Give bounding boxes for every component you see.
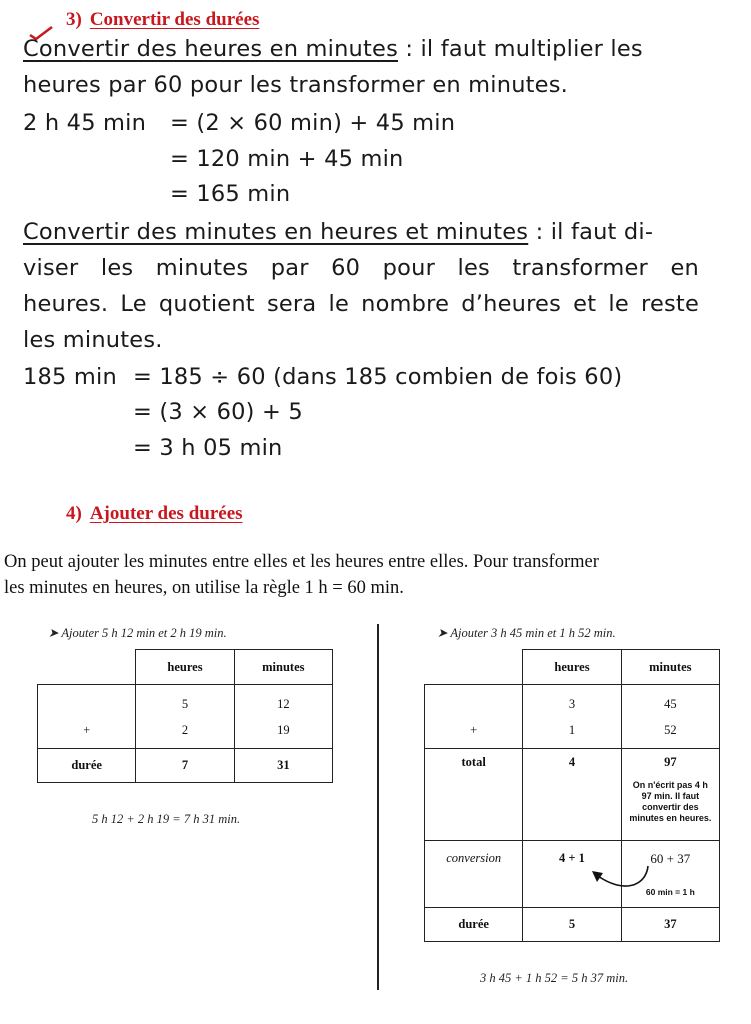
example-2-heading: ➤ Ajouter 3 h 45 min et 1 h 52 min. — [437, 626, 616, 640]
calc-2-step-1: = 185 ÷ 60 (dans 185 combien de fois 60) — [133, 364, 623, 390]
example-2-minutes-cell — [621, 685, 719, 749]
example-2-total-hours: 4 — [523, 749, 621, 841]
example-2-note-line-1: On n'écrit pas 4 h — [632, 780, 708, 790]
example-2-plus: + — [470, 722, 478, 737]
section-3-title — [66, 9, 259, 31]
example-2-blank-header — [425, 650, 523, 685]
example-2-total-minutes: 97 — [664, 755, 677, 769]
rule-1-lead: Convertir des heures en minutes — [23, 36, 398, 62]
example-2-minutes-b: 52 — [664, 722, 677, 737]
example-1-result-label: durée — [38, 749, 136, 783]
section-4-number: 4) — [66, 503, 82, 524]
example-2-hours-a: 3 — [568, 696, 576, 711]
calc-1-step-3: = 165 min — [170, 181, 291, 207]
example-2-result-hours: 5 — [523, 908, 621, 942]
calc-2-step-3: = 3 h 05 min — [133, 435, 283, 461]
example-1-result-minutes: 31 — [234, 749, 332, 783]
calc-1-step-2: = 120 min + 45 min — [170, 146, 404, 172]
example-2-conversion-label: conversion — [425, 841, 523, 908]
calc-2-step-2: = (3 × 60) + 5 — [133, 399, 303, 425]
example-2-hours-b: 1 — [568, 722, 576, 737]
rule-1-line-2: heures par 60 pour les transformer en minutes. — [23, 72, 569, 98]
example-1-equation: 5 h 12 + 2 h 19 = 7 h 31 min. — [92, 812, 241, 826]
example-2-conversion-rule: 60 min = 1 h — [645, 887, 695, 897]
rule-2-line-2: viser les minutes par 60 pour les transformer en — [23, 255, 699, 281]
rule-2-lead: Convertir des minutes en heures et minutes — [23, 219, 529, 245]
example-1-blank-header — [38, 650, 136, 685]
example-2-total-label: total — [425, 749, 523, 841]
example-1-minutes-b: 19 — [277, 722, 290, 737]
example-2-minutes-a: 45 — [664, 696, 677, 711]
example-1-col-hours: heures — [136, 650, 234, 685]
example-2-hours-cell — [523, 685, 621, 749]
rule-2-line-4: les minutes. — [23, 327, 163, 353]
rule-1-line-1 — [23, 36, 643, 62]
section-3-number: 3) — [66, 9, 82, 30]
example-2-conversion-hours: 4 + 1 — [523, 841, 621, 908]
section-4-intro-line-1: On peut ajouter les minutes entre elles et les heures entre elles. Pour transformer — [4, 552, 599, 572]
column-divider — [377, 624, 379, 990]
example-1-minutes-a: 12 — [277, 696, 290, 711]
example-1-hours-cell — [136, 685, 234, 749]
example-2-result-minutes: 37 — [621, 908, 719, 942]
rule-1-rest: : il faut multiplier les — [398, 36, 643, 62]
example-2-note-line-2: 97 min. Il faut — [641, 791, 700, 801]
example-1-col-minutes: minutes — [234, 650, 332, 685]
calc-2-left: 185 min — [23, 364, 117, 390]
example-2-col-hours: heures — [523, 650, 621, 685]
example-1-result-hours: 7 — [136, 749, 234, 783]
section-3-title-text: Convertir des durées — [89, 9, 260, 30]
rule-2-line-3: heures. Le quotient sera le nombre d’heures et le reste — [23, 291, 699, 317]
example-1-minutes-cell — [234, 685, 332, 749]
example-1-hours-b: 2 — [181, 722, 189, 737]
example-1-hours-a: 5 — [181, 696, 189, 711]
example-1-table — [37, 649, 333, 783]
example-1-operator-cell — [38, 685, 136, 749]
example-2-equation: 3 h 45 + 1 h 52 = 5 h 37 min. — [480, 971, 629, 985]
section-4-title — [66, 503, 243, 525]
example-2-result-label: durée — [425, 908, 523, 942]
example-2-operator-cell — [425, 685, 523, 749]
example-1-heading: ➤ Ajouter 5 h 12 min et 2 h 19 min. — [48, 626, 227, 640]
example-2-table — [424, 649, 720, 942]
section-4-title-text: Ajouter des durées — [89, 503, 243, 524]
calc-1-step-1: = (2 × 60 min) + 45 min — [170, 110, 456, 136]
example-2-conversion-minutes: 60 + 37 — [650, 851, 691, 866]
example-1-plus: + — [83, 722, 91, 737]
rule-2-rest: : il faut di- — [528, 219, 654, 245]
calc-1-left: 2 h 45 min — [23, 110, 147, 136]
curved-arrow-icon — [588, 862, 658, 896]
section-4-intro-line-2: les minutes en heures, on utilise la règle 1 h = 60 min. — [4, 578, 404, 598]
example-2-col-minutes: minutes — [621, 650, 719, 685]
example-2-total-minutes-cell — [621, 749, 719, 841]
rule-2-line-1 — [23, 219, 653, 245]
example-2-note-line-4: minutes en heures. — [629, 813, 712, 823]
example-2-note-line-3: convertir des — [642, 802, 699, 812]
